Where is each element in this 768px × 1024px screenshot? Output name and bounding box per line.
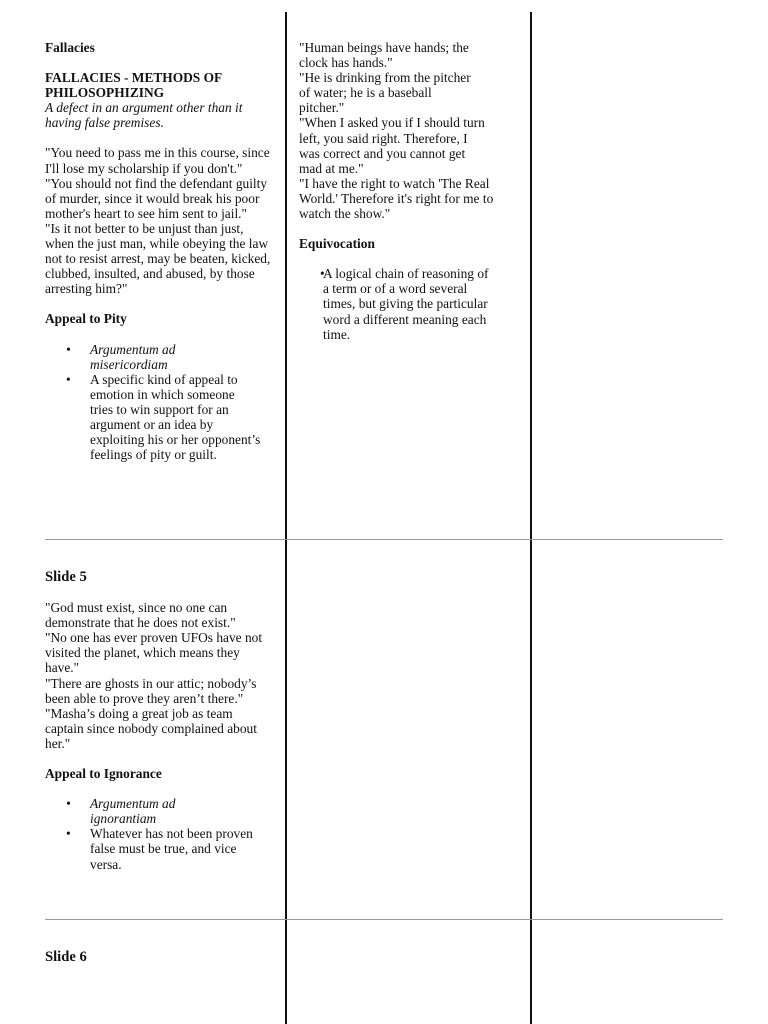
slide-5-title: Slide 5	[45, 569, 87, 585]
quote-text: "God must exist, since no one can demonstrate that he does not exist."	[45, 600, 236, 631]
quote-text: "Is it not better to be unjust than just, when the just man, while obeying the law not to resist arrest, may be beaten, kicked, clubbed, insulted, and abused, by those arresting him?"	[45, 220, 271, 297]
equivocation-bullet-list	[299, 266, 509, 341]
quote-text: "No one has ever proven UFOs have not visited the planet, which means they have."	[45, 630, 263, 676]
list-item: • Argumentum ad misericordiam	[45, 342, 275, 372]
column-divider-left	[285, 12, 287, 1024]
cell-slide-6	[45, 950, 273, 965]
list-item: • Argumentum ad ignorantiam	[45, 796, 275, 826]
list-item: • Whatever has not been proven false must be true, and vice versa.	[45, 826, 275, 871]
slide-6-title: Slide 6	[45, 949, 87, 965]
section-title-ignorance: Appeal to Ignorance	[45, 766, 162, 782]
ignorance-quotes	[45, 600, 273, 751]
quote-text: "There are ghosts in our attic; nobody’s been able to prove they aren’t there."	[45, 675, 257, 706]
pity-quotes	[45, 145, 273, 296]
quote-text: "He is drinking from the pitcher of water; he is a baseball pitcher."	[299, 70, 471, 116]
quote-text: "You should not find the defendant guilty of murder, since it would break his poor mother's heart to see him sent to jail."	[45, 175, 268, 221]
list-item: • A specific kind of appeal to emotion in which someone tries to win support for an argument or an idea by exploiting his or her opponent’s feelings of pity or guilt.	[45, 372, 275, 463]
cell-slide-5	[45, 570, 273, 872]
doc-title: Fallacies	[45, 40, 95, 55]
definition-text: A defect in an argument other than it having false premises.	[45, 100, 243, 131]
cell-appeal-to-pity	[45, 40, 273, 462]
section-title-equivocation: Equivocation	[299, 236, 375, 252]
quote-text: "When I asked you if I should turn left, you said right. Therefore, I was correct and you cannot get mad at me."	[299, 115, 485, 176]
quote-text: "Masha’s doing a great job as team captain since nobody complained about her."	[45, 705, 257, 751]
equivocation-quotes	[299, 40, 499, 221]
column-divider-right	[530, 12, 532, 1024]
quote-text: "You need to pass me in this course, since I'll lose my scholarship if you don't."	[45, 145, 270, 176]
ignorance-bullet-list	[45, 796, 275, 871]
quote-text: "Human beings have hands; the clock has hands."	[299, 40, 469, 71]
list-item: • A logical chain of reasoning of a term or of a word several times, but giving the particular word a different meaning each time.	[299, 266, 509, 341]
pity-bullet-list	[45, 342, 275, 463]
row-divider-1	[45, 539, 723, 540]
cell-equivocation	[299, 40, 499, 342]
section-title-pity: Appeal to Pity	[45, 311, 127, 327]
row-divider-2	[45, 919, 723, 920]
page-heading: FALLACIES - METHODS OF PHILOSOPHIZING	[45, 70, 222, 101]
quote-text: "I have the right to watch 'The Real World.' Therefore it's right for me to watch the show."	[299, 175, 494, 222]
